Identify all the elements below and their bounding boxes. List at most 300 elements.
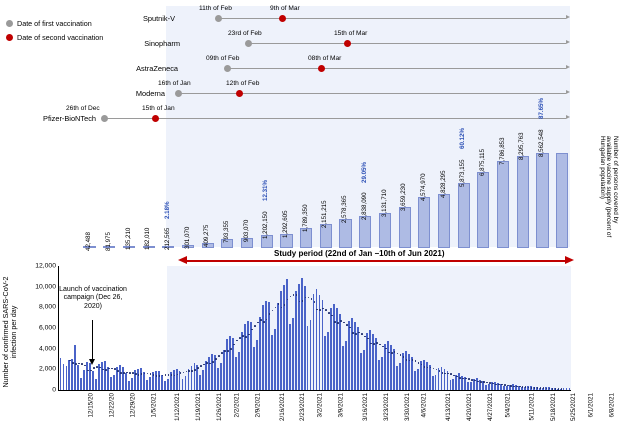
trend-point — [471, 379, 473, 381]
infection-bar — [208, 357, 210, 390]
infection-bar — [420, 361, 422, 390]
first-dose-date-pfizer: 26th of Dec — [66, 105, 100, 112]
infection-bar — [450, 380, 452, 390]
trend-point — [352, 332, 354, 334]
infection-bar — [295, 291, 297, 390]
trend-point — [504, 384, 506, 386]
infection-bar — [80, 378, 82, 390]
trend-point — [135, 373, 137, 375]
supply-bar — [477, 172, 489, 248]
supply-bar-value: 4,828,295 — [439, 170, 447, 199]
trend-point — [388, 352, 390, 354]
first-dose-date-moderna: 16th of Jan — [158, 80, 191, 87]
trend-point — [302, 300, 304, 302]
trend-point — [507, 385, 509, 387]
infection-bar — [140, 368, 142, 390]
infection-bar — [569, 388, 571, 390]
infection-bar — [107, 367, 109, 390]
supply-bar-percent: 2.18% — [163, 201, 171, 220]
trend-point — [483, 381, 485, 383]
trend-point — [206, 362, 208, 364]
infection-bar — [220, 363, 222, 390]
infection-bar — [146, 380, 148, 390]
infection-bar — [199, 375, 201, 391]
supply-bar-value: 182,010 — [144, 227, 152, 250]
vaccine-name-sputnik: Sputnik-V — [142, 14, 175, 23]
y-axis-tick: 0 — [52, 386, 56, 394]
x-axis-tick: 3/9/2021 — [337, 393, 345, 418]
trend-point — [132, 372, 134, 374]
infection-bar — [271, 335, 273, 390]
infections-plot-area — [35, 262, 616, 422]
legend-label-first: Date of first vaccination — [17, 19, 92, 28]
trend-point — [314, 301, 316, 303]
supply-bar-value: 2,578,365 — [341, 195, 349, 224]
infection-bar — [310, 320, 312, 390]
infection-bar — [89, 363, 91, 390]
timeline-line-sinopharm — [248, 43, 566, 44]
infection-bar — [188, 369, 190, 390]
supply-bar-value: 1,202,150 — [262, 211, 270, 239]
x-axis-tick: 5/18/2021 — [549, 393, 557, 422]
infection-bar — [336, 308, 338, 390]
trend-point — [96, 366, 98, 368]
trend-point — [334, 321, 336, 323]
infection-bar — [262, 305, 264, 390]
x-axis-tick: 5/4/2021 — [504, 393, 512, 418]
first-dose-dot-sputnik — [215, 15, 222, 22]
infection-bar — [167, 379, 169, 390]
x-axis-tick: 1/26/2021 — [216, 393, 224, 422]
launch-arrow-line — [92, 320, 93, 360]
infection-bar — [414, 371, 416, 390]
supply-bar-value: 2,838,090 — [360, 192, 368, 221]
trend-point — [373, 343, 375, 345]
infection-bar — [235, 357, 237, 390]
supply-bar-value: 6,875,115 — [478, 148, 486, 176]
infection-bar — [563, 388, 565, 390]
legend-label-second: Date of second vaccination — [17, 33, 104, 42]
infection-bar — [441, 367, 443, 390]
x-axis-tick: 4/20/2021 — [466, 393, 474, 422]
x-axis-tick: 12/29/20 — [129, 393, 137, 418]
infection-bar — [211, 354, 213, 390]
infection-bar — [274, 329, 276, 390]
infection-bar — [277, 303, 279, 390]
infection-bar — [345, 341, 347, 390]
infections-chart — [0, 262, 622, 443]
infection-bar — [485, 385, 487, 390]
x-axis-tick: 1/19/2021 — [195, 393, 203, 422]
supply-bar-percent: 29.05% — [360, 161, 368, 183]
trend-point — [385, 348, 387, 350]
timeline-arrow-moderna — [566, 90, 570, 94]
trend-point — [465, 378, 467, 380]
infection-bar — [339, 314, 341, 390]
second-dose-date-astrazeneca: 08th of Mar — [308, 55, 342, 62]
infection-bar — [375, 338, 377, 390]
supply-bar-value: 409,275 — [203, 225, 211, 248]
infection-bar — [179, 371, 181, 390]
infection-bar — [217, 368, 219, 390]
x-axis-tick: 2/16/2021 — [278, 393, 286, 422]
infection-bar — [366, 333, 368, 390]
infection-bar — [307, 326, 309, 390]
trend-point — [376, 342, 378, 344]
infection-bar — [74, 345, 76, 390]
infection-bar — [506, 386, 508, 390]
trend-point — [462, 378, 464, 380]
supply-bar-percent: 60.12% — [459, 128, 467, 150]
x-axis-tick: 6/1/2021 — [587, 393, 595, 418]
infection-bar — [342, 346, 344, 390]
trend-point — [129, 372, 131, 374]
infection-bar — [423, 360, 425, 390]
trend-point — [346, 324, 348, 326]
trend-point — [224, 350, 226, 352]
x-axis-tick: 1/5/2021 — [150, 393, 158, 418]
supply-bar — [339, 219, 351, 248]
infection-bar — [301, 278, 303, 390]
supply-bar-value: 212,565 — [163, 227, 171, 250]
trend-point — [194, 369, 196, 371]
supply-bar — [359, 216, 371, 248]
timeline-arrow-astrazeneca — [566, 65, 570, 69]
second-dose-dot-pfizer — [152, 115, 159, 122]
infection-bar — [357, 327, 359, 390]
first-dose-date-sinopharm: 23rd of Feb — [228, 30, 262, 37]
trend-point — [123, 372, 125, 374]
infection-bar — [286, 279, 288, 390]
infection-bar — [378, 360, 380, 390]
infection-bar — [182, 379, 184, 390]
trend-point — [245, 336, 247, 338]
infection-bar — [351, 318, 353, 390]
trend-point — [171, 374, 173, 376]
x-axis-tick: 2/2/2021 — [233, 393, 241, 418]
infection-bar — [369, 330, 371, 390]
infection-bar — [232, 338, 234, 390]
x-axis-tick: 12/15/20 — [87, 393, 95, 418]
infection-bar — [435, 375, 437, 391]
infection-bar — [467, 382, 469, 390]
infection-bar — [113, 375, 115, 391]
trend-point — [254, 325, 256, 327]
trend-point — [162, 375, 164, 377]
trend-point — [370, 343, 372, 345]
supply-bar-percent: 87.65% — [538, 98, 546, 120]
infection-bar — [125, 373, 127, 390]
infection-bar — [155, 371, 157, 390]
trend-point — [468, 378, 470, 380]
trend-point — [188, 370, 190, 372]
supply-bar-value: 2,151,215 — [321, 200, 329, 229]
infections-axis-label-text: Number of confirmed SARS-CoV-2 infection per day — [1, 276, 19, 388]
trend-point — [311, 298, 313, 300]
infection-bar — [66, 366, 68, 390]
infection-bar — [250, 322, 252, 390]
supply-bar-value: 903,070 — [242, 219, 250, 242]
infection-bar — [402, 353, 404, 390]
trend-point — [439, 370, 441, 372]
second-dose-date-moderna: 12th of Feb — [226, 80, 260, 87]
vaccine-timeline — [0, 4, 622, 130]
infection-bar — [316, 289, 318, 390]
trend-point — [510, 385, 512, 387]
infection-bar — [137, 369, 139, 390]
infection-bar — [238, 352, 240, 390]
supply-bar-value: 8,295,763 — [518, 132, 526, 160]
launch-arrow-head-icon — [89, 359, 95, 365]
infection-bar — [327, 332, 329, 390]
trend-point — [221, 352, 223, 354]
trend-point — [361, 333, 363, 335]
y-axis-tick: 8,000 — [38, 303, 56, 311]
infection-bar — [205, 361, 207, 390]
infection-bar — [60, 358, 62, 390]
infection-bar — [131, 378, 133, 390]
x-axis-tick: 2/23/2021 — [299, 393, 307, 422]
trend-point — [558, 388, 560, 390]
supply-bar — [556, 153, 568, 248]
infection-bar — [161, 375, 163, 391]
trend-point — [111, 368, 113, 370]
supply-bar-value: 4,574,970 — [419, 173, 427, 202]
infection-bar — [104, 361, 106, 390]
infection-bar — [488, 384, 490, 390]
trend-point — [117, 370, 119, 372]
x-axis-tick: 6/8/2021 — [608, 393, 616, 418]
infection-bar — [176, 369, 178, 390]
vaccine-name-moderna: Moderna — [135, 89, 165, 98]
infection-bar — [384, 344, 386, 391]
x-axis-tick: 4/27/2021 — [487, 393, 494, 422]
infection-bar — [432, 376, 434, 390]
supply-bar-value: 7,786,853 — [498, 137, 506, 166]
infection-bar — [68, 360, 70, 390]
trend-point — [168, 374, 170, 376]
infection-bar — [399, 363, 401, 390]
infection-bar — [185, 376, 187, 390]
vaccine-name-sinopharm: Sinopharm — [144, 39, 180, 48]
infection-bar — [289, 324, 291, 390]
infection-bar — [122, 367, 124, 390]
supply-bar-value: 8,562,548 — [538, 129, 546, 157]
vaccine-name-pfizer: Pfizer-BioNTech — [43, 114, 96, 123]
trend-point — [242, 335, 244, 337]
trend-point — [379, 344, 381, 346]
supply-axis-label — [598, 136, 620, 246]
infection-bar — [119, 365, 121, 390]
trend-point — [218, 355, 220, 357]
trend-point — [325, 309, 327, 311]
infection-bar — [241, 332, 243, 390]
infection-bar — [411, 357, 413, 390]
second-dose-date-pfizer: 15th of Jan — [142, 105, 175, 112]
trend-point — [263, 321, 265, 323]
x-axis-tick: 4/6/2021 — [420, 393, 428, 418]
infection-bar — [503, 386, 505, 390]
infection-bar — [265, 301, 267, 390]
trend-point — [81, 363, 83, 365]
first-dose-dot-sinopharm — [245, 40, 252, 47]
trend-point — [328, 312, 330, 314]
x-axis-tick: 4/13/2021 — [445, 393, 453, 422]
x-axis-tick: 3/30/2021 — [403, 393, 411, 422]
supply-bar — [399, 207, 411, 248]
infection-bar — [63, 364, 65, 390]
infection-bar — [194, 363, 196, 390]
trend-point — [480, 381, 482, 383]
infection-bar — [363, 350, 365, 390]
y-axis-tick: 10,000 — [35, 283, 56, 291]
supply-bar — [438, 194, 450, 248]
timeline-line-astrazeneca — [227, 68, 566, 69]
second-dose-date-sinopharm: 15th of Mar — [334, 30, 368, 37]
infections-axis-label — [1, 276, 19, 388]
x-axis-tick: 3/23/2021 — [382, 393, 390, 422]
trend-point — [319, 309, 321, 311]
infection-bar — [164, 381, 166, 390]
timeline-arrow-sputnik — [566, 15, 570, 19]
trend-point — [180, 372, 182, 374]
infection-bar — [387, 341, 389, 390]
trend-point — [340, 320, 342, 322]
trend-point — [337, 322, 339, 324]
infection-bar — [429, 365, 431, 390]
x-axis-tick: 5/25/2021 — [570, 393, 578, 422]
trend-point — [260, 319, 262, 321]
infection-bar — [92, 371, 94, 390]
supply-bar — [517, 156, 529, 248]
timeline-line-pfizer — [104, 118, 566, 119]
trend-point — [186, 371, 188, 373]
trend-point — [212, 361, 214, 363]
infection-bar — [292, 318, 294, 390]
x-axis-tick: 5/11/2021 — [528, 393, 536, 421]
infection-bar — [214, 355, 216, 390]
trend-point — [364, 336, 366, 338]
trend-point — [215, 358, 217, 360]
infection-bar — [330, 308, 332, 390]
supply-bar-value: 1,789,350 — [301, 204, 309, 233]
first-dose-dot-pfizer — [101, 115, 108, 122]
supply-bar — [379, 213, 391, 248]
infection-bar — [348, 321, 350, 390]
infection-bar — [476, 378, 478, 390]
timeline-line-sputnik — [218, 18, 566, 19]
supply-bar-value: 301,070 — [183, 226, 191, 249]
supply-bar-value: 3,659,230 — [400, 183, 408, 212]
infection-bar — [393, 349, 395, 390]
trend-point — [90, 370, 92, 372]
trend-point — [391, 352, 393, 354]
supply-bar-value: 793,355 — [222, 220, 230, 244]
x-axis-tick: 12/22/20 — [108, 393, 116, 418]
infection-bar — [405, 351, 407, 390]
y-axis-tick: 4,000 — [38, 345, 56, 353]
infection-bar — [143, 372, 145, 390]
second-dose-date-sputnik: 9th of Mar — [270, 5, 300, 12]
trend-point — [105, 369, 107, 371]
infection-bar — [226, 339, 228, 390]
first-dose-dot-moderna — [175, 90, 182, 97]
trend-point — [442, 372, 444, 374]
trend-point — [552, 388, 554, 390]
supply-bar — [497, 161, 509, 248]
launch-annotation: Launch of vaccination campaign (Dec 26, 2020) — [59, 286, 127, 310]
infection-bar — [196, 365, 198, 390]
infection-bar — [280, 291, 282, 390]
trend-point — [200, 365, 202, 367]
second-dose-dot-astrazeneca — [318, 65, 325, 72]
infection-bar — [313, 294, 315, 390]
trend-point — [191, 370, 193, 372]
trend-point — [513, 386, 515, 388]
study-period-label: Study period (22nd of Jan −10th of Jun 2021) — [274, 249, 445, 258]
supply-bar — [536, 153, 548, 248]
supply-bar-value: 42,488 — [85, 231, 93, 251]
infection-bar — [244, 324, 246, 390]
infection-bar — [360, 353, 362, 390]
second-dose-dot-sputnik — [279, 15, 286, 22]
timeline-arrow-sinopharm — [566, 40, 570, 44]
supply-bar — [458, 183, 470, 248]
infection-bar — [417, 369, 419, 390]
trend-point — [72, 362, 74, 364]
supply-bar-value: 1,292,605 — [282, 210, 290, 238]
infection-bar — [247, 321, 249, 390]
infection-bar — [458, 373, 460, 390]
infection-bar — [149, 377, 151, 390]
trend-point — [316, 309, 318, 311]
supply-axis-label-text: Number of persons covered by available vaccine supply (percent of Hungarian population) — [598, 136, 619, 238]
infection-bar — [566, 388, 568, 390]
infection-bar — [256, 340, 258, 390]
trend-point — [230, 348, 232, 350]
x-axis-tick: 1/12/2021 — [174, 393, 182, 422]
trend-point — [69, 360, 71, 362]
x-axis-tick: 3/2/2021 — [316, 393, 324, 418]
supply-bar — [418, 197, 430, 248]
supply-bar-value: 3,131,710 — [380, 189, 388, 218]
trend-point — [227, 350, 229, 352]
infection-bar — [98, 364, 100, 390]
infection-bar — [521, 387, 523, 390]
infection-bar — [259, 317, 261, 390]
x-axis-tick: 3/16/2021 — [361, 393, 369, 422]
trend-point — [296, 294, 298, 296]
supply-bar-value: 5,873,155 — [459, 159, 467, 187]
infection-bar — [202, 370, 204, 390]
x-axis-tick: 2/9/2021 — [254, 393, 262, 418]
infection-bar — [223, 350, 225, 390]
trend-point — [459, 377, 461, 379]
infection-bar — [298, 284, 300, 390]
trend-point — [555, 388, 557, 390]
trend-point — [343, 322, 345, 324]
trend-point — [203, 364, 205, 366]
supply-bar-percent: 12.31% — [262, 180, 270, 202]
infection-bar — [322, 300, 324, 390]
infection-bar — [128, 381, 130, 390]
infection-bar — [173, 370, 175, 390]
first-dose-dot-astrazeneca — [224, 65, 231, 72]
timeline-arrow-pfizer — [566, 115, 570, 119]
supply-bar-value: 81,975 — [104, 231, 112, 251]
trend-point — [147, 373, 149, 375]
infection-bar — [283, 285, 285, 390]
